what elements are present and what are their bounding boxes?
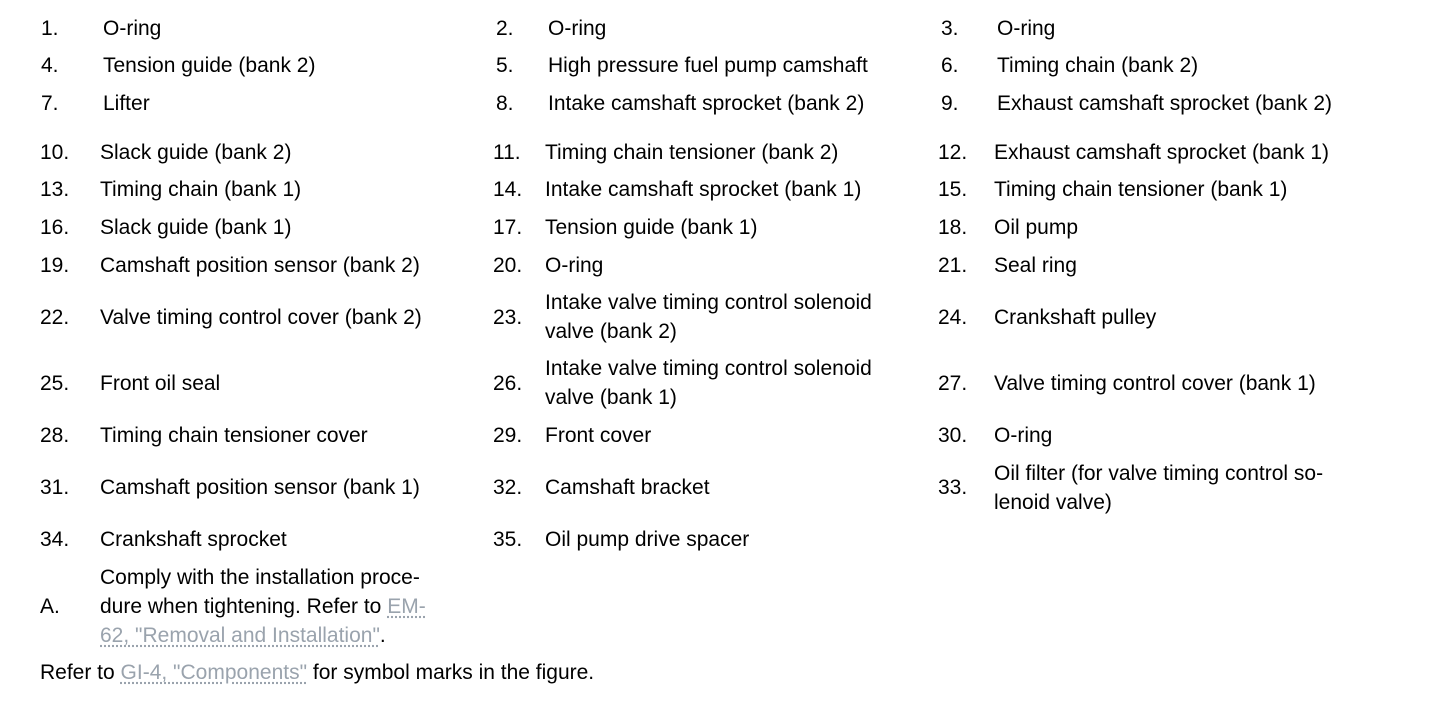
note-a-line2: [100, 592, 426, 621]
legend-number: 3.: [941, 17, 959, 40]
legend-number: 23.: [493, 306, 523, 329]
legend-label: Crankshaft pulley: [994, 306, 1157, 329]
legend-number: 12.: [938, 141, 968, 164]
note-a-marker: A.: [40, 595, 60, 618]
legend-label: Oil pump: [994, 216, 1079, 239]
legend-label: Valve timing control cover (bank 2): [100, 306, 422, 329]
legend-number: 31.: [40, 476, 70, 499]
legend-label: Camshaft position sensor (bank 1): [100, 476, 420, 499]
note-a-line3: [100, 621, 386, 650]
legend-label: O-ring: [545, 254, 604, 277]
legend-number: 10.: [40, 141, 70, 164]
em-62-link[interactable]: EM-: [387, 595, 426, 618]
legend-label: Intake camshaft sprocket (bank 2): [548, 92, 865, 115]
legend-label: Front oil seal: [100, 372, 221, 395]
legend-number: 1.: [41, 17, 59, 40]
legend-number: 13.: [40, 178, 70, 201]
legend-number: 29.: [493, 424, 523, 447]
legend-label: Timing chain (bank 1): [100, 178, 302, 201]
legend-label: Valve timing control cover (bank 1): [994, 372, 1316, 395]
legend-number: 34.: [40, 528, 70, 551]
legend-label: Intake camshaft sprocket (bank 1): [545, 178, 862, 201]
legend-label: Slack guide (bank 1): [100, 216, 292, 239]
legend-label: Camshaft bracket: [545, 476, 710, 499]
legend-number: 20.: [493, 254, 523, 277]
legend-label: Front cover: [545, 424, 652, 447]
legend-label: High pressure fuel pump camshaft: [548, 54, 868, 77]
legend-number: 21.: [938, 254, 968, 277]
legend-label: Seal ring: [994, 254, 1077, 277]
legend-number: 27.: [938, 372, 968, 395]
legend-number: 32.: [493, 476, 523, 499]
legend-number: 30.: [938, 424, 968, 447]
legend-label: Oil filter (for valve timing control so-lenoid valve): [994, 462, 1324, 514]
legend-number: 33.: [938, 476, 968, 499]
footer-prefix: Refer to: [40, 661, 121, 684]
legend-number: 15.: [938, 178, 968, 201]
legend-label: O-ring: [103, 17, 162, 40]
em-62-link-cont[interactable]: 62, "Removal and Installation": [100, 624, 380, 647]
legend-number: 7.: [41, 92, 59, 115]
legend-number: 35.: [493, 528, 523, 551]
legend-label: O-ring: [997, 17, 1056, 40]
footer-suffix: for symbol marks in the figure.: [307, 661, 595, 684]
legend-number: 19.: [40, 254, 70, 277]
note-a-period: .: [379, 624, 386, 647]
legend-label: Oil pump drive spacer: [545, 528, 750, 551]
legend-label: Intake valve timing control solenoid valve (bank 1): [545, 357, 872, 409]
legend-label: Camshaft position sensor (bank 2): [100, 254, 420, 277]
legend-label: Timing chain tensioner cover: [100, 424, 368, 447]
gi-4-link[interactable]: GI-4, "Components": [120, 661, 308, 684]
legend-number: 28.: [40, 424, 70, 447]
legend-number: 9.: [941, 92, 959, 115]
legend-label: Lifter: [103, 92, 150, 115]
legend-label: Tension guide (bank 2): [103, 54, 316, 77]
legend-number: 26.: [493, 372, 523, 395]
legend-label: O-ring: [994, 424, 1053, 447]
legend-label: Slack guide (bank 2): [100, 141, 292, 164]
legend-label: Timing chain tensioner (bank 2): [545, 141, 839, 164]
symbol-reference-note: [40, 658, 594, 687]
legend-number: 11.: [493, 141, 521, 164]
legend-label: Intake valve timing control solenoid valve (bank 2): [545, 291, 872, 343]
legend-number: 25.: [40, 372, 70, 395]
legend-number: 18.: [938, 216, 968, 239]
legend-label: Tension guide (bank 1): [545, 216, 758, 239]
legend-number: 5.: [496, 54, 514, 77]
legend-label: Timing chain tensioner (bank 1): [994, 178, 1288, 201]
legend-number: 14.: [493, 178, 523, 201]
legend-number: 22.: [40, 306, 70, 329]
legend-number: 17.: [493, 216, 523, 239]
legend-label: Exhaust camshaft sprocket (bank 1): [994, 141, 1329, 164]
legend-label: Exhaust camshaft sprocket (bank 2): [997, 92, 1332, 115]
legend-number: 8.: [496, 92, 514, 115]
legend-number: 24.: [938, 306, 968, 329]
legend-label: Timing chain (bank 2): [997, 54, 1199, 77]
legend-number: 16.: [40, 216, 70, 239]
legend-number: 4.: [41, 54, 59, 77]
legend-number: 6.: [941, 54, 959, 77]
legend-label: O-ring: [548, 17, 607, 40]
note-a-text: dure when tightening. Refer to: [100, 595, 388, 618]
legend-number: 2.: [496, 17, 514, 40]
legend-label: Crankshaft sprocket: [100, 528, 287, 551]
note-a-line1: Comply with the installation proce-: [100, 566, 420, 589]
